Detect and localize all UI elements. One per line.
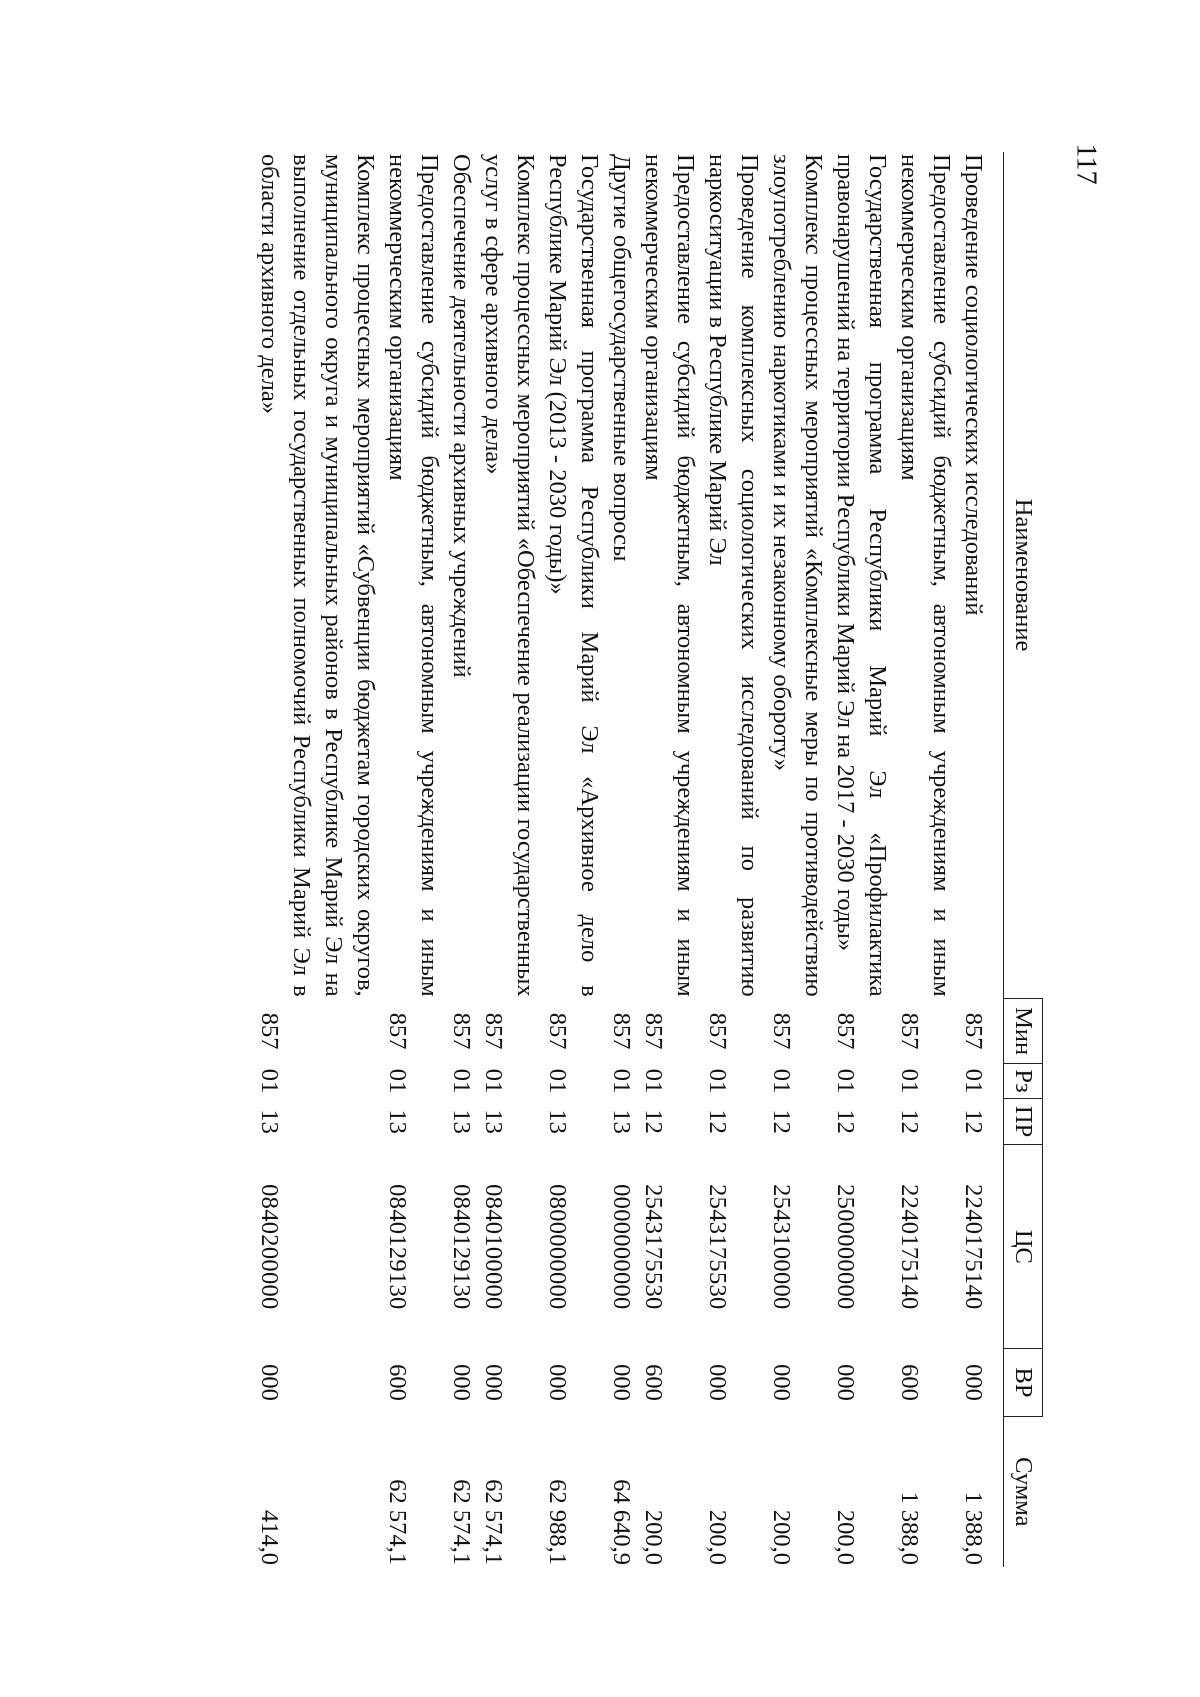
row-name: Предоставление субсидий бюджетным, автономным учреждениям и иным некоммерческим организациям: [640, 154, 699, 997]
row-min: 857: [384, 1012, 411, 1050]
row-rz: 01: [896, 1068, 923, 1094]
header-vr: ВР: [1004, 1349, 1043, 1416]
row-vr: 600: [896, 1364, 923, 1401]
row-vr: 000: [256, 1364, 283, 1401]
row-vr: 000: [768, 1364, 795, 1401]
header-pr: ПР: [1004, 1098, 1043, 1144]
row-name: Обеспечение деятельности архивных учреждений: [448, 154, 475, 678]
row-sum: 62 574,1: [480, 1479, 507, 1565]
row-min: 857: [832, 1012, 859, 1050]
table-row: [605, 152, 637, 1567]
row-rz: 01: [384, 1068, 411, 1094]
row-rz: 01: [544, 1068, 571, 1094]
row-sum: 200,0: [768, 1509, 795, 1565]
table-header-row: [1004, 152, 1043, 1567]
row-vr: 000: [960, 1364, 987, 1401]
table-row: [637, 152, 701, 1567]
row-pr: 13: [608, 1109, 635, 1134]
row-cs: 2240175140: [960, 1184, 987, 1310]
row-cs: 0840129130: [448, 1184, 475, 1310]
row-name: Другие общегосударственные вопросы: [608, 154, 635, 562]
table-row: [765, 152, 829, 1567]
row-rz: 01: [704, 1068, 731, 1094]
row-min: 857: [960, 1012, 987, 1050]
row-name: Предоставление субсидий бюджетным, автономным учреждениям и иным некоммерческим организациям: [384, 154, 443, 997]
row-sum: 62 988,1: [544, 1479, 571, 1565]
table-row: [829, 152, 893, 1567]
row-name: Комплекс процессных мероприятий «Комплексные меры по противодействию злоупотреблению наркотиками и их незаконному обороту»: [768, 154, 827, 997]
header-spacer: [989, 152, 1004, 1567]
header-min: Мин: [1004, 999, 1043, 1064]
row-name: Комплекс процессных мероприятий «Субвенции бюджетам городских округов, муниципального округа и муниципальных районов в Республике Марий Эл на выполнение отдельных государственных полномочий Республики Марий Эл в области архивного дела»: [256, 154, 379, 997]
row-name: Проведение комплексных социологических исследований по развитию наркоситуации в Республике Марий Эл: [704, 154, 763, 997]
row-rz: 01: [768, 1068, 795, 1094]
row-rz: 01: [608, 1068, 635, 1094]
table-row: [541, 152, 605, 1567]
row-cs: 2543175530: [704, 1184, 731, 1310]
row-rz: 01: [640, 1068, 667, 1094]
header-name: Наименование: [1004, 152, 1043, 999]
row-pr: 13: [544, 1109, 571, 1134]
row-vr: 000: [608, 1364, 635, 1401]
row-min: 857: [256, 1012, 283, 1050]
row-pr: 12: [640, 1109, 667, 1134]
row-cs: 0840100000: [480, 1184, 507, 1310]
row-sum: 1 388,0: [896, 1491, 923, 1565]
row-min: 857: [480, 1012, 507, 1050]
row-name: Государственная программа Республики Марий Эл «Архивное дело в Республике Марий Эл (2013 - 2030 годы)»: [544, 154, 603, 997]
table-body: [253, 152, 1004, 1567]
row-min: 857: [544, 1012, 571, 1050]
rotated-page-content: [223, 152, 1043, 1567]
row-vr: 000: [704, 1364, 731, 1401]
table-row: [445, 152, 477, 1567]
row-min: 857: [640, 1012, 667, 1050]
row-cs: 2543175530: [640, 1184, 667, 1310]
table-row: [893, 152, 957, 1567]
row-min: 857: [608, 1012, 635, 1050]
row-pr: 12: [960, 1109, 987, 1134]
row-vr: 600: [384, 1364, 411, 1401]
row-sum: 200,0: [640, 1509, 667, 1565]
row-cs: 0800000000: [544, 1184, 571, 1310]
row-pr: 13: [480, 1109, 507, 1134]
row-cs: 2543100000: [768, 1184, 795, 1310]
row-min: 857: [448, 1012, 475, 1050]
table-row: [957, 152, 989, 1567]
row-rz: 01: [448, 1068, 475, 1094]
row-vr: 000: [448, 1364, 475, 1401]
row-min: 857: [896, 1012, 923, 1050]
header-rz: Рз: [1004, 1064, 1043, 1099]
row-sum: 64 640,9: [608, 1479, 635, 1565]
row-sum: 62 574,1: [448, 1479, 475, 1565]
row-cs: 0840129130: [384, 1184, 411, 1310]
table-row: [253, 152, 381, 1567]
row-pr: 13: [256, 1109, 283, 1134]
row-cs: 2500000000: [832, 1184, 859, 1310]
row-pr: 13: [384, 1109, 411, 1134]
row-rz: 01: [832, 1068, 859, 1094]
row-vr: 000: [480, 1364, 507, 1401]
row-rz: 01: [960, 1068, 987, 1094]
row-cs: 2240175140: [896, 1184, 923, 1310]
row-pr: 12: [768, 1109, 795, 1134]
row-cs: 0000000000: [608, 1184, 635, 1310]
row-sum: 62 574,1: [384, 1479, 411, 1565]
row-pr: 12: [704, 1109, 731, 1134]
page-number: 117: [1070, 143, 1102, 185]
row-name: Предоставление субсидий бюджетным, автономным учреждениям и иным некоммерческим организациям: [896, 154, 955, 997]
row-sum: 1 388,0: [960, 1491, 987, 1565]
row-name: Комплекс процессных мероприятий «Обеспечение реализации государственных услуг в сфере архивного дела»: [480, 154, 539, 997]
header-sum: Сумма: [1004, 1416, 1043, 1567]
table-row: [477, 152, 541, 1567]
row-vr: 600: [640, 1364, 667, 1401]
row-rz: 01: [256, 1068, 283, 1094]
row-pr: 12: [896, 1109, 923, 1134]
row-name: Проведение социологических исследований: [960, 154, 987, 616]
table-row: [381, 152, 445, 1567]
row-sum: 200,0: [704, 1509, 731, 1565]
budget-table: [253, 152, 1043, 1567]
row-sum: 414,0: [256, 1509, 283, 1565]
row-cs: 0840200000: [256, 1184, 283, 1310]
row-vr: 000: [544, 1364, 571, 1401]
row-vr: 000: [832, 1364, 859, 1401]
row-pr: 13: [448, 1109, 475, 1134]
table-row: [701, 152, 765, 1567]
row-name: Государственная программа Республики Марий Эл «Профилактика правонарушений на территории Республики Марий Эл на 2017 - 2030 годы»: [832, 154, 891, 997]
row-sum: 200,0: [832, 1509, 859, 1565]
header-cs: ЦС: [1004, 1145, 1043, 1349]
row-min: 857: [704, 1012, 731, 1050]
row-rz: 01: [480, 1068, 507, 1094]
row-min: 857: [768, 1012, 795, 1050]
row-pr: 12: [832, 1109, 859, 1134]
